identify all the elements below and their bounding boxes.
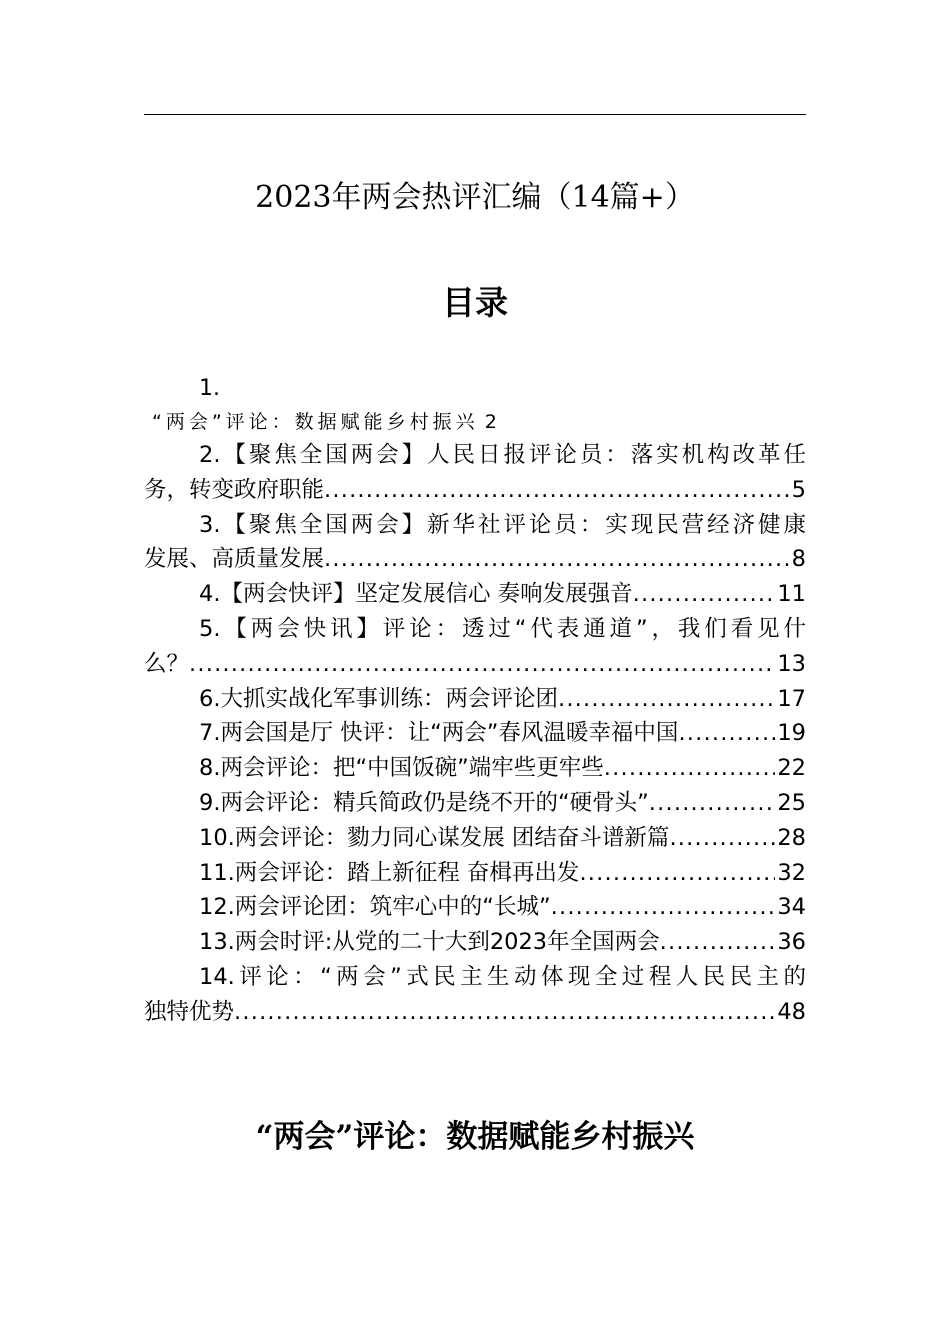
- toc-leader: [669, 821, 775, 856]
- toc-item-12-text: 12.两会评论团：筑牢心中的“长城”: [199, 894, 551, 921]
- toc-leader: [633, 577, 776, 612]
- toc-item-2-page: 5: [791, 476, 806, 503]
- toc-item-7[interactable]: [144, 716, 806, 751]
- toc-item-12-page: 34: [777, 894, 806, 921]
- toc-item-6-text: 6.大抓实战化军事训练：两会评论团: [199, 685, 558, 712]
- toc-leader: [324, 542, 790, 577]
- toc-item-3-text-cont: 发展、高质量发展: [144, 546, 325, 573]
- toc-leader: [579, 856, 775, 891]
- toc-item-3[interactable]: [144, 508, 806, 578]
- toc-item-9-page: 25: [777, 789, 806, 816]
- toc-item-10-page: 28: [777, 824, 806, 851]
- toc-item-4-page: 11: [777, 581, 806, 608]
- toc-item-9-text: 9.两会评论：精兵简政仍是绕不开的“硬骨头”: [199, 789, 649, 816]
- toc-item-1-page: 2: [484, 411, 497, 433]
- toc-item-1-number[interactable]: 1.: [199, 376, 220, 401]
- toc-item-8-page: 22: [777, 755, 806, 782]
- toc-item-12[interactable]: [144, 890, 806, 925]
- toc-item-14-text: 14.评论：“两会”式民主生动体现全过程人民民主的: [199, 963, 806, 990]
- toc-heading: 目录: [442, 283, 508, 322]
- toc-item-6-page: 17: [777, 685, 806, 712]
- toc-item-5-page: 13: [777, 650, 806, 677]
- section-title: “两会”评论：数据赋能乡村振兴: [255, 1119, 695, 1155]
- toc-item-7-page: 19: [777, 720, 806, 747]
- toc-item-3-page: 8: [791, 546, 806, 573]
- document-title: 2023年两会热评汇编（14篇+）: [255, 180, 695, 215]
- toc-item-7-text: 7.两会国是厅 快评：让“两会”春风温暖幸福中国: [199, 720, 679, 747]
- toc-item-5-text-cont: 么？: [144, 650, 190, 677]
- toc-item-2-text-cont: 务，转变政府职能: [144, 476, 325, 503]
- toc-item-10[interactable]: [144, 821, 806, 856]
- toc-item-13-page: 36: [777, 929, 806, 956]
- toc-item-9[interactable]: [144, 786, 806, 821]
- toc-leader: [189, 647, 775, 682]
- toc-item-2[interactable]: [144, 438, 806, 508]
- toc-item-10-text: 10.两会评论：勠力同心谋发展 团结奋斗谱新篇: [199, 824, 670, 851]
- toc-leader: [649, 786, 776, 821]
- toc-leader: [551, 890, 776, 925]
- toc-item-1-text: “两会”评论：数据赋能乡村振兴: [152, 411, 479, 433]
- toc-item-4-text: 4.【两会快评】坚定发展信心 奏响发展强音: [199, 581, 633, 608]
- toc-item-8[interactable]: [144, 751, 806, 786]
- toc-leader: [660, 925, 776, 960]
- toc-item-14-text-cont: 独特优势: [144, 998, 235, 1025]
- toc-item-5[interactable]: [144, 612, 806, 682]
- toc-item-13[interactable]: [144, 925, 806, 960]
- header-rule: [144, 114, 806, 115]
- toc-item-11-page: 32: [777, 859, 806, 886]
- toc-leader: [234, 995, 775, 1030]
- toc-item-13-text: 13.两会时评:从党的二十大到2023年全国两会: [199, 929, 660, 956]
- toc-item-1-link[interactable]: [144, 406, 806, 438]
- toc-leader: [604, 751, 776, 786]
- toc-leader: [324, 473, 790, 508]
- toc-item-8-text: 8.两会评论：把“中国饭碗”端牢些更牢些: [199, 755, 604, 782]
- toc-item-11[interactable]: [144, 856, 806, 891]
- toc-item-14-page: 48: [777, 998, 806, 1025]
- toc-item-11-text: 11.两会评论：踏上新征程 奋楫再出发: [199, 859, 580, 886]
- toc-item-6[interactable]: [144, 682, 806, 717]
- toc-item-5-text: 5.【两会快讯】评论：透过“代表通道”，我们看见什: [199, 615, 806, 642]
- table-of-contents: [144, 372, 806, 1030]
- toc-leader: [558, 682, 775, 717]
- toc-item-4[interactable]: [144, 577, 806, 612]
- toc-leader: [678, 716, 775, 751]
- toc-item-14[interactable]: [144, 960, 806, 1030]
- toc-item-3-text: 3.【聚焦全国两会】新华社评论员：实现民营经济健康: [199, 511, 806, 538]
- toc-item-2-text: 2.【聚焦全国两会】人民日报评论员：落实机构改革任: [199, 442, 806, 468]
